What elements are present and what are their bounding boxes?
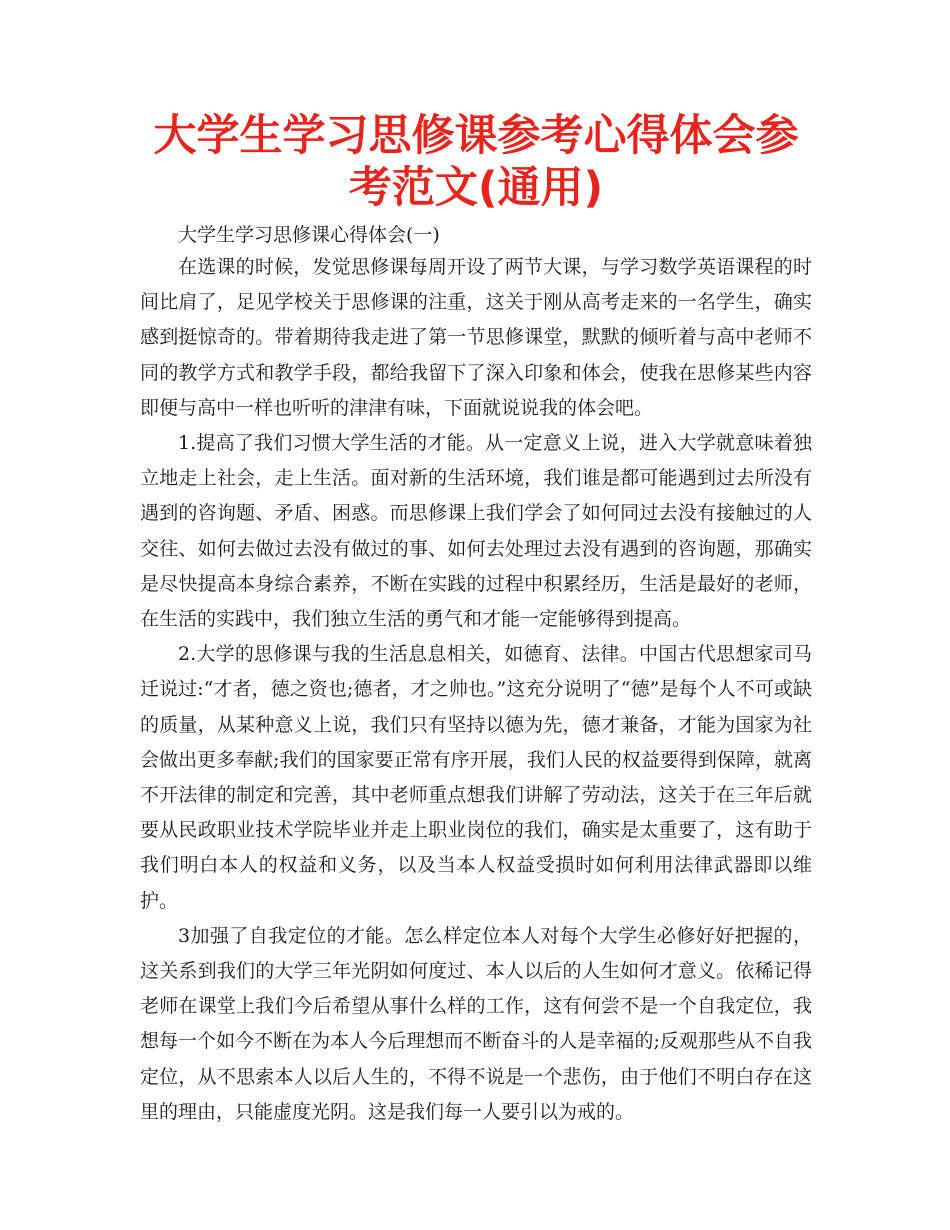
section-subtitle: 大学生学习思修课心得体会(一) (178, 224, 440, 246)
document-title: 大学生学习思修课参考心得体会参考范文(通用) (153, 111, 799, 213)
paragraph-point-3: 3加强了自我定位的才能。怎么样定位本人对每个大学生必修好好把握的，这关系到我们的大学三年光阴如何度过、本人以后的人生如何才意义。依稀记得老师在课堂上我们今后希望从事什么样的工作，这有何尝不是一个自我定位，我想每一个如今不断在为本人今后理想而不断奋斗的人是幸福的;反观那些从不自我定位，从不思索本人以后人生的，不得不说是一个悲伤，由于他们不明白存在这里的理由，只能虚度光阴。这是我们每一人要引以为戒的。 (140, 924, 812, 1123)
paragraph-point-1: 1.提高了我们习惯大学生活的才能。从一定意义上说，进入大学就意味着独立地走上社会，走上生活。面对新的生活环境，我们谁是都可能遇到过去所没有遇到的咨询题、矛盾、困惑。而思修课上我们学会了如何同过去没有接触过的人交往、如何去做过去没有做过的事、如何去处理过去没有遇到的咨询题，那确实是尽快提高本身综合素养，不断在实践的过程中积累经历，生活是最好的老师，在生活的实践中，我们独立生活的勇气和才能一定能够得到提高。 (140, 432, 812, 631)
paragraph-point-2: 2.大学的思修课与我的生活息息相关，如德育、法律。中国古代思想家司马迁说过:“才者，德之资也;德者，才之帅也。”这充分说明了“德”是每个人不可或缺的质量，从某种意义上说，我们只有坚持以德为先，德才兼备，才能为国家为社会做出更多奉献;我们的国家要正常有序开展，我们人民的权益要得到保障，就离不开法律的制定和完善，其中老师重点想我们讲解了劳动法，这关于在三年后就要从民政职业技术学院毕业并走上职业岗位的我们，确实是太重要了，这有助于我们明白本人的权益和义务，以及当本人权益受损时如何利用法律武器即以维护。 (140, 643, 812, 912)
paragraph-intro: 在选课的时候，发觉思修课每周开设了两节大课，与学习数学英语课程的时间比肩了，足见学校关于思修课的注重，这关于刚从高考走来的一名学生，确实感到挺惊奇的。带着期待我走进了第一节思修课堂，默默的倾听着与高中老师不同的教学方式和教学手段，都给我留下了深入印象和体会，使我在思修某些内容即便与高中一样也听听的津津有味，下面就说说我的体会吧。 (140, 256, 812, 419)
